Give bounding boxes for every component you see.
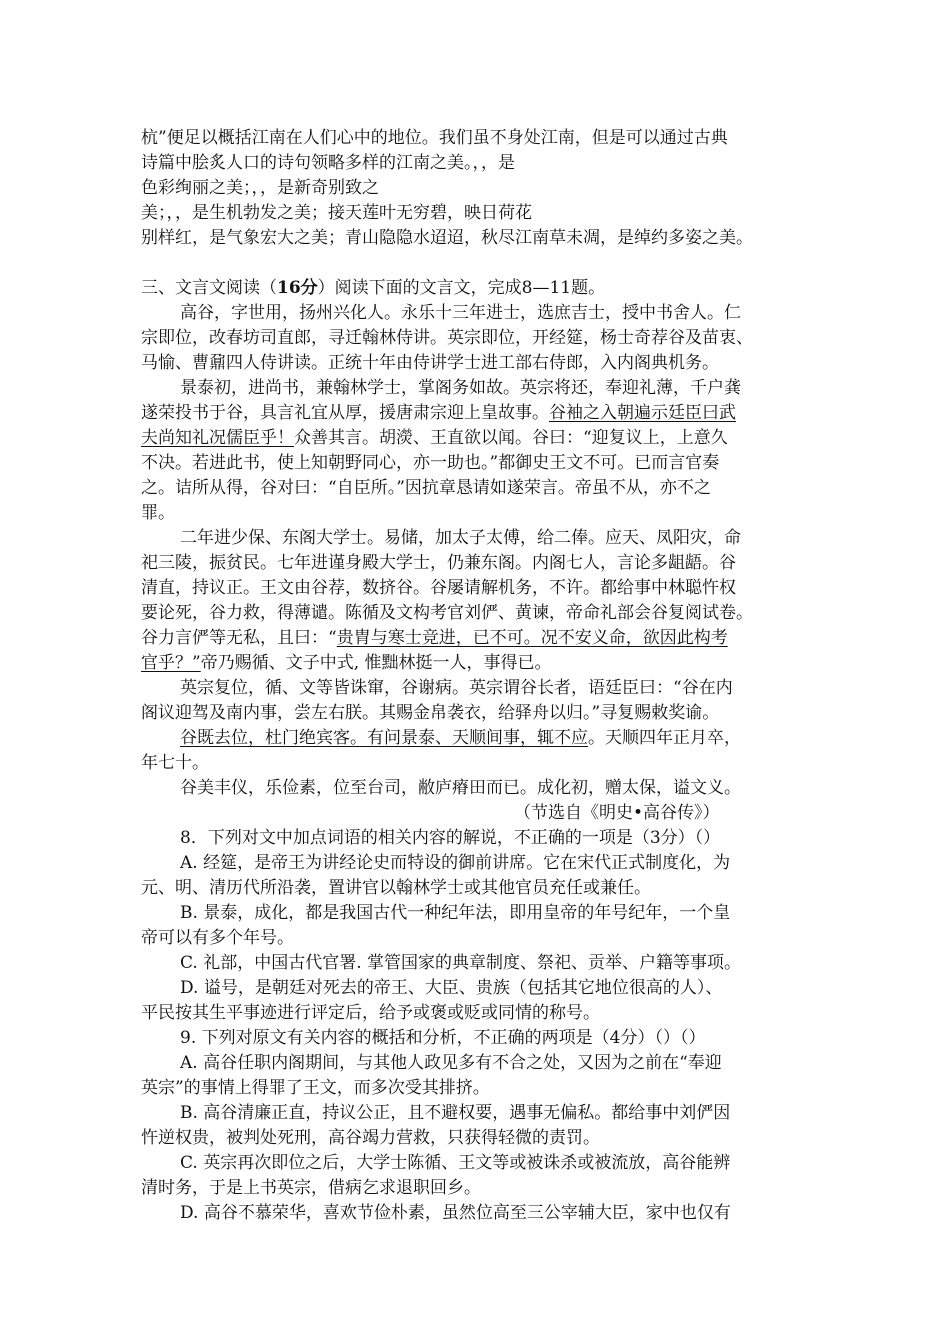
text-line: 要论死，谷力救，得薄谴。陈循及文构考官刘俨、黄谏，帝命礼部会谷复阅试卷。: [141, 603, 753, 623]
text-line: 诗篇中脍炙人口的诗句领略多样的江南之美。，，是: [141, 153, 515, 173]
text-line: 别样红，是气象宏大之美；青山隐隐水迢迢，秋尽江南草未凋，是绰约多姿之美。: [141, 228, 753, 248]
heading-text: ）阅读下面的文言文，完成8—11题。: [317, 278, 606, 298]
heading-text: 三、文言文阅读（: [141, 278, 277, 298]
option-text: 忤逆权贵，被判处死刑，高谷竭力营救，只获得轻微的责罚。: [141, 1128, 600, 1148]
text-line: 祀三陵，振贫民。七年进谨身殿大学士，仍兼东阁。内阁七人，言论多龃龉。谷: [141, 553, 736, 573]
text-line: 之。诘所从得，谷对曰：“自臣所。”因抗章恳请如遂荣言。帝虽不从，亦不之: [141, 478, 711, 498]
text-line: 年七十。: [141, 753, 209, 773]
text-line: [141, 652, 552, 674]
question-9-stem: 9. 下列对原文有关内容的概括和分析，不正确的两项是（4分）（）（）: [180, 1028, 706, 1048]
text-line: 马愉、曹鼐四人侍讲读。正统十年由侍讲学士进工部右侍郎，入内阁典机务。: [141, 353, 719, 373]
text-line: 谷美丰仪，乐俭素，位至台司，敝庐瘠田而已。成化初，赠太保，谥文义。: [180, 778, 741, 798]
section-heading: [141, 277, 605, 299]
underlined-text: 谷既去位，杜门绝宾客。有问景泰、天顺间事，辄不应: [180, 728, 588, 748]
option-d: D. 谥号，是朝廷对死去的帝王、大臣、贵族（包括其它地位很高的人）、: [180, 978, 723, 998]
option-a: A. 高谷任职内阁期间，与其他人政见多有不合之处，又因为之前在“奉迎: [180, 1053, 722, 1073]
text-line: 美；，，是生机勃发之美；接天莲叶无穷碧，映日荷花: [141, 203, 532, 223]
option-a: A. 经筵，是帝王为讲经论史而特设的御前讲席。它在宋代正式制度化，为: [180, 853, 731, 873]
underlined-text: 官乎？”: [141, 653, 201, 673]
underlined-text: 贵胄与寒士竞进，已不可。况不安义命，欲因此构考: [336, 628, 728, 648]
option-c: C. 礼部，中国古代官署. 掌管国家的典章制度、祭祀、贡举、户籍等事项。: [180, 953, 742, 973]
option-b: B. 景泰，成化，都是我国古代一种纪年法，即用皇帝的年号纪年，一个皇: [180, 903, 731, 923]
text-segment: 谷力言俨等无私，且曰：“: [141, 628, 337, 648]
text-line: 高谷，字世用，扬州兴化人。永乐十三年进士，选庶吉士，授中书舍人。仁: [180, 303, 741, 323]
option-text: 英宗”的事情上得罪了王文，而多次受其排挤。: [141, 1078, 490, 1098]
question-8-stem: 8．下列对文中加点词语的相关内容的解说，不正确的一项是（3分）（）: [180, 828, 721, 848]
underlined-text: 谷袖之入朝遍示廷臣曰武: [549, 403, 736, 423]
text-line: 罪。: [141, 503, 175, 523]
option-text: 元、明、清历代所沿袭，置讲官以翰林学士或其他官员充任或兼任。: [141, 878, 651, 898]
heading-score: 16分: [277, 278, 318, 298]
text-line: 宗即位，改春坊司直郎，寻迁翰林侍讲。英宗即位，开经筵，杨士奇荐谷及苗衷、: [141, 328, 753, 348]
text-line: 二年进少保、东阁大学士。易储，加太子太傅，给二俸。应天、凤阳灾，命: [180, 528, 741, 548]
text-line: 不决。若进此书，使上知朝野同心，亦一助也。”都御史王文不可。已而言官奏: [141, 453, 720, 473]
option-b: B. 高谷清廉正直，持议公正，且不避权要，遇事无偏私。都给事中刘俨因: [180, 1103, 731, 1123]
source-citation: （节选自《明史•高谷传》）: [514, 803, 720, 823]
option-text: 清时务，于是上书英宗，借病乞求退职回乡。: [141, 1178, 481, 1198]
text-segment: 遂荣投书于谷，具言礼宜从厚，援唐肃宗迎上皇故事。: [141, 403, 549, 423]
text-line: 色彩绚丽之美；，，是新奇别致之: [141, 178, 379, 198]
text-line: 英宗复位，循、文等皆诛窜，谷谢病。英宗谓谷长者，语廷臣曰：“谷在内: [180, 678, 733, 698]
text-line: 阁议迎驾及南内事，尝左右朕。其赐金帛袭衣，给驿舟以归。”寻复赐敕奖谕。: [141, 703, 720, 723]
text-line: 杭”便足以概括江南在人们心中的地位。我们虽不身处江南，但是可以通过古典: [141, 128, 728, 148]
text-line: [141, 402, 736, 424]
text-line: [141, 627, 728, 649]
underlined-text: 夫尚知礼况儒臣乎！: [141, 428, 294, 448]
option-text: 平民按其生平事迹进行评定后，给予或褒或贬或同情的称号。: [141, 1003, 600, 1023]
text-segment: 。天顺四年正月卒，: [588, 728, 741, 748]
option-c: C. 英宗再次即位之后，大学士陈循、王文等或被诛杀或被流放，高谷能辨: [180, 1153, 731, 1173]
text-segment: 众善其言。胡濙、王直欲以闻。谷曰：“迎复议上，上意久: [294, 428, 728, 448]
option-text: 帝可以有多个年号。: [141, 928, 294, 948]
option-d: D. 高谷不慕荣华，喜欢节俭朴素，虽然位高至三公宰辅大臣，家中也仅有: [180, 1203, 731, 1223]
text-line: 清直，持议正。王文由谷荐，数挤谷。谷屡请解机务，不许。都给事中林聪忤权: [141, 578, 736, 598]
text-line: [141, 427, 728, 449]
text-line: [180, 727, 741, 749]
text-segment: 帝乃赐循、文子中式, 惟黜林挺一人，事得已。: [200, 653, 552, 673]
text-line: 景泰初，进尚书，兼翰林学士，掌阁务如故。英宗将还，奉迎礼薄，千户龚: [180, 378, 741, 398]
